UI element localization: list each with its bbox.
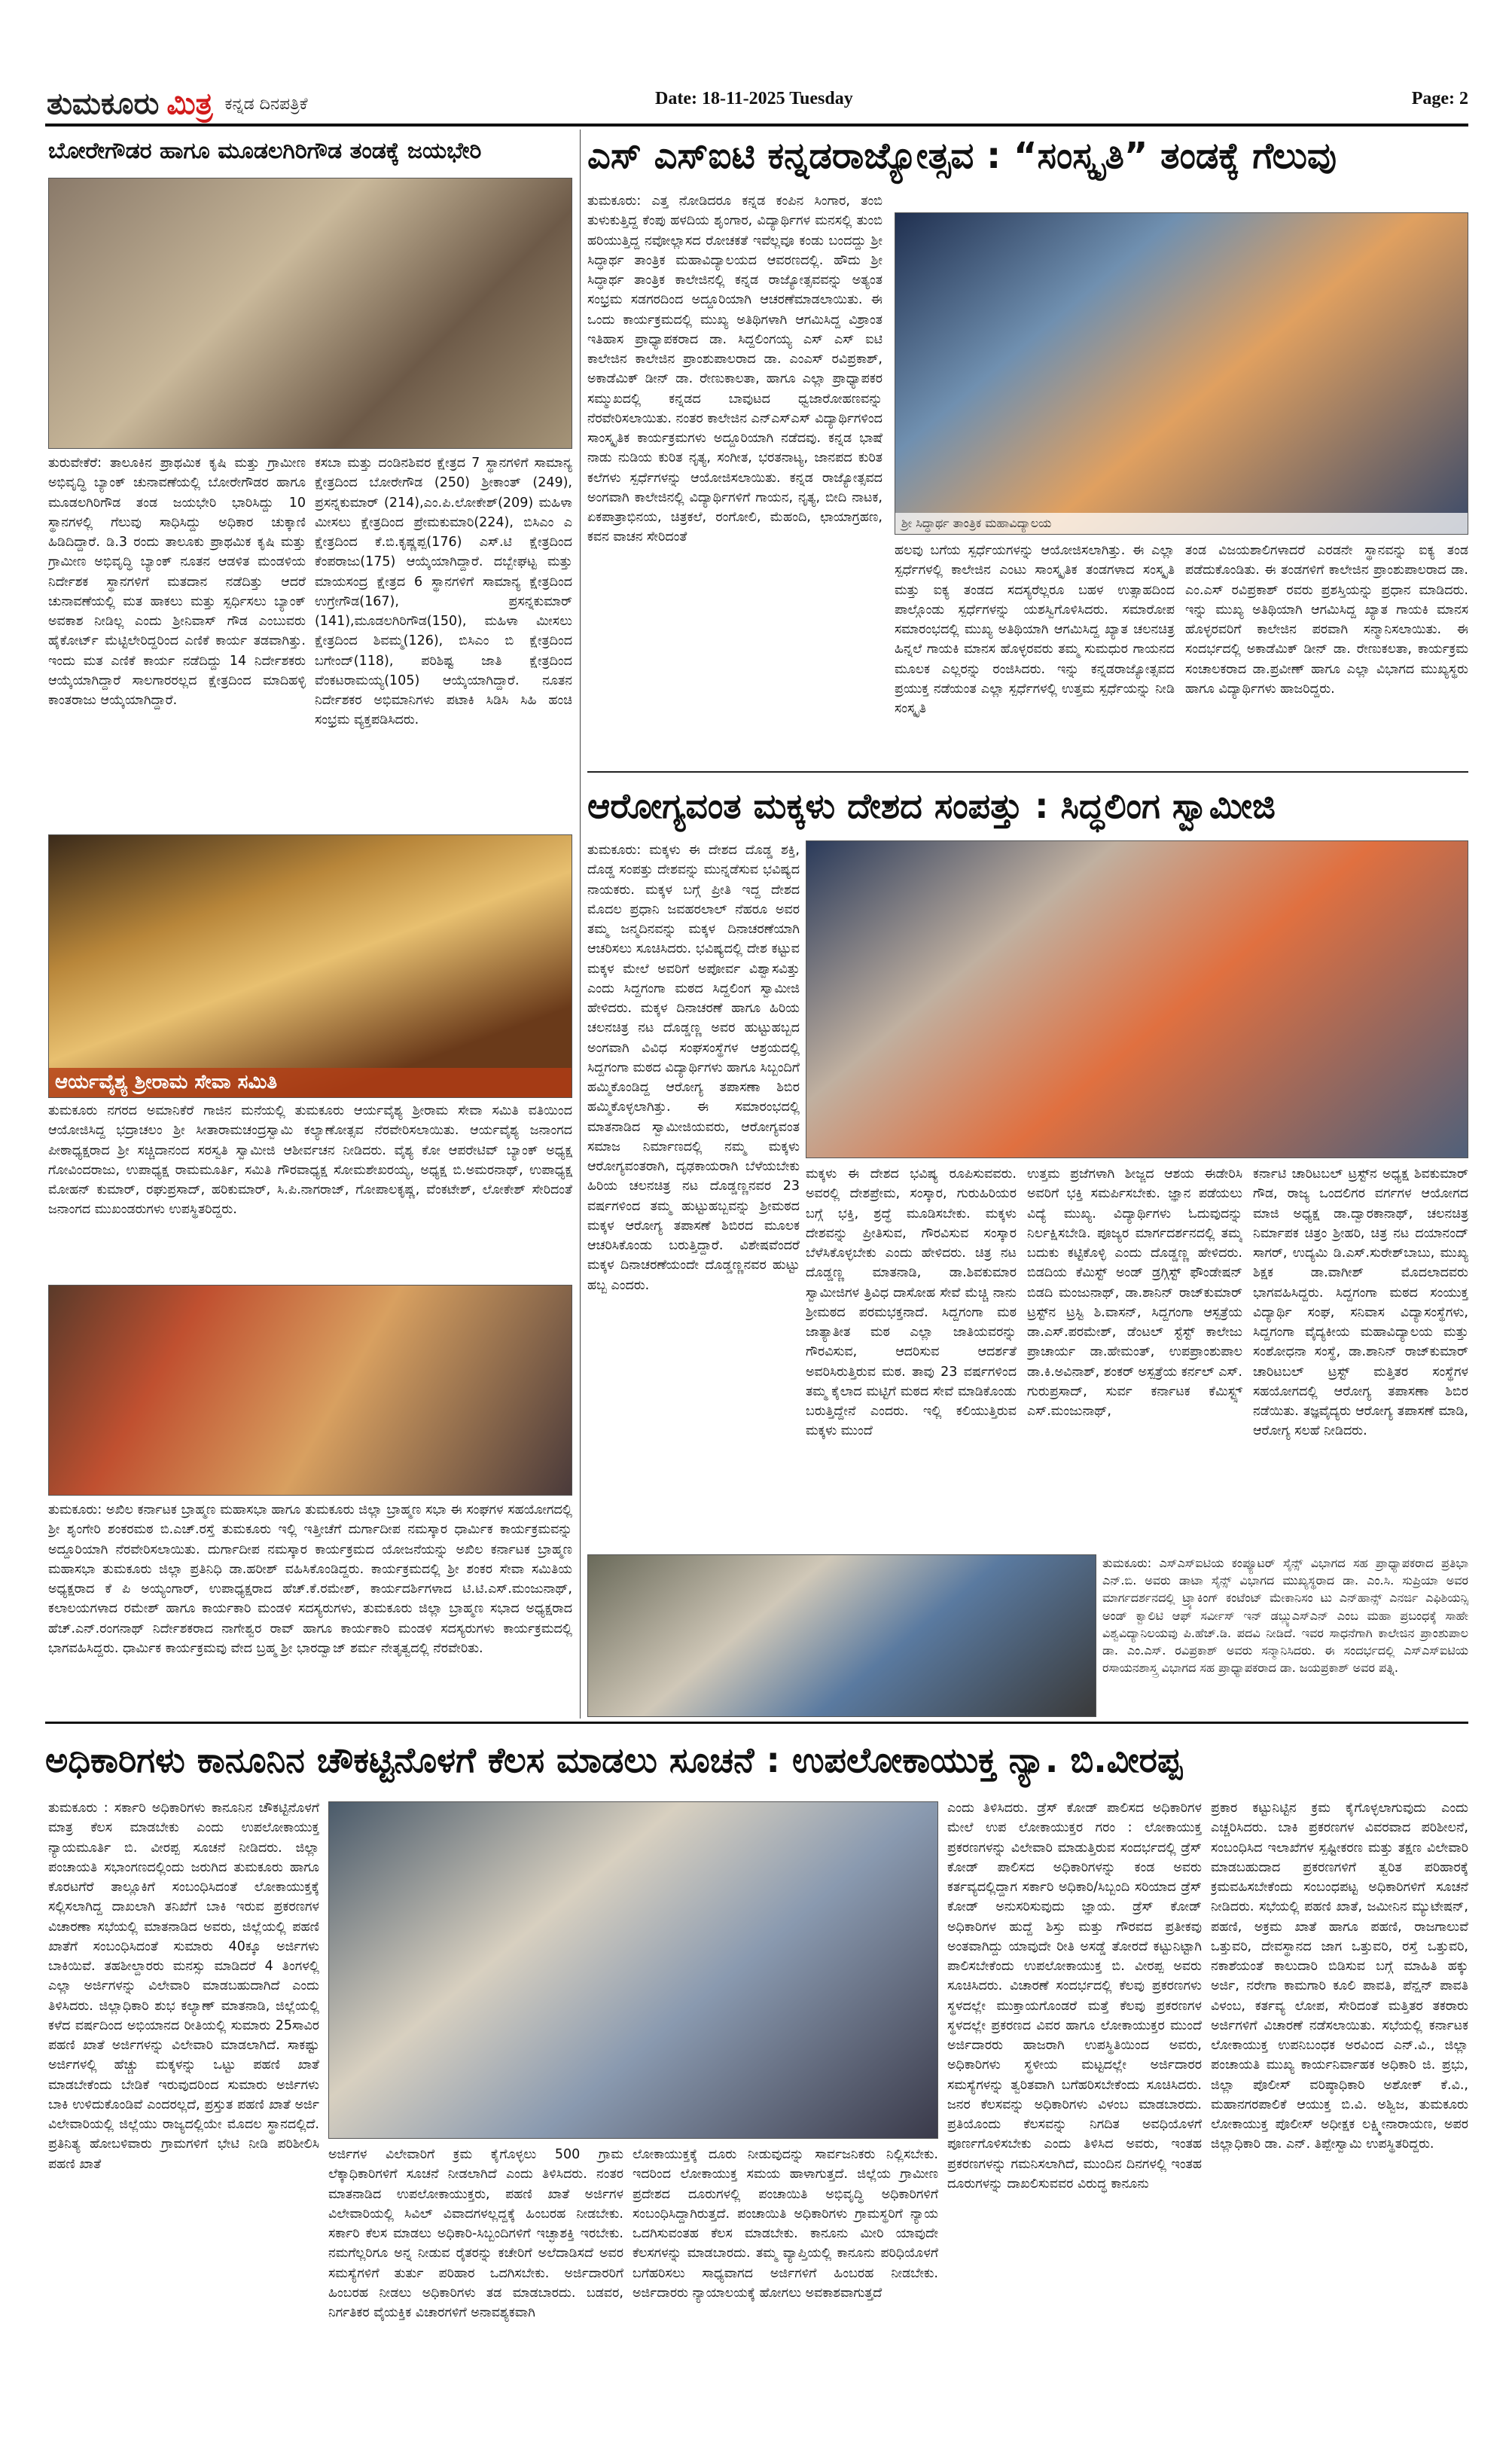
page-number: Page: 2 — [1411, 89, 1468, 108]
article-health-camp-col1: ತುಮಕೂರು: ಮಕ್ಕಳು ಈ ದೇಶದ ದೊಡ್ಡ ಶಕ್ತಿ, ದೊಡ್ಡ ಸಂಪತ್ತು ದೇಶವನ್ನು ಮುನ್ನಡೆಸುವ ಭವಿಷ್ಯದ ನಾಯಕರು. ಮಕ್ಕಳ ಬಗ್ಗೆ ಪ್ರೀತಿ ಇದ್ದ ದೇಶದ ಮೊದಲ ಪ್ರಧಾನಿ ಜವಹರಲಾಲ್ ನೆಹರೂ ಅವರ ತಮ್ಮ ಜನ್ಮದಿನವನ್ನು ಮಕ್ಕಳ ದಿನಾಚರಣೆಯಾಗಿ ಆಚರಿಸಲು ಸೂಚಿಸಿದರು. ಭವಿಷ್ಯದಲ್ಲಿ ದೇಶ ಕಟ್ಟುವ ಮಕ್ಕಳ ಮೇಲೆ ಅವರಿಗೆ ಅಪೋರ್ವ ವಿಶ್ವಾಸವಿತ್ತು ಎಂದು ಸಿದ್ದಗಂಗಾ ಮಠದ ಸಿದ್ದಲಿಂಗ ಸ್ವಾಮೀಜಿ ಹೇಳಿದರು. ಮಕ್ಕಳ ದಿನಾಚರಣೆ ಹಾಗೂ ಹಿರಿಯ ಚಲನಚಿತ್ರ ನಟ ದೊಡ್ಡಣ್ಣ ಅವರ ಹುಟ್ಟುಹಬ್ಬದ ಅಂಗವಾಗಿ ವಿವಿಧ ಸಂಘಸಂಸ್ಥೆಗಳ ಆಶ್ರಯದಲ್ಲಿ ಸಿದ್ದಗಂಗಾ ಮಠದ ವಿದ್ಯಾರ್ಥಿಗಳು ಹಾಗೂ ಸಿಬ್ಬಂದಿಗೆ ಹಮ್ಮಿಕೊಂಡಿದ್ದ ಆರೋಗ್ಯ ತಪಾಸಣಾ ಶಿಬಿರ ಹಮ್ಮಿಕೊಳ್ಳಲಾಗಿತ್ತು. ಈ ಸಮಾರಂಭದಲ್ಲಿ ಮಾತನಾಡಿದ ಸ್ವಾಮೀಜಿಯವರು, ಆರೋಗ್ಯವಂತ ಸಮಾಜ ನಿರ್ಮಾಣದಲ್ಲಿ ನಮ್ಮ ಮಕ್ಕಳು ಆರೋಗ್ಯವಂತರಾಗಿ, ದೃಢಕಾಯರಾಗಿ ಬೆಳೆಯಬೇಕು ಹಿರಿಯ ಚಲನಚಿತ್ರ ನಟ ದೊಡ್ಡಣ್ಣನವರ 23 ವರ್ಷಗಳಿಂದ ತಮ್ಮ ಹುಟ್ಟುಹಬ್ಬವನ್ನು ಶ್ರೀಮಠದ ಮಕ್ಕಳ ಆರೋಗ್ಯ ತಪಾಸಣೆ ಶಿಬಿರದ ಮೂಲಕ ಆಚರಿಸಿಕೊಂಡು ಬರುತ್ತಿದ್ದಾರೆ. ವಿಶೇಷವೆಂದರೆ ಮಕ್ಕಳ ದಿನಾಚರಣೆಯಂದೇ ದೊಡ್ಡಣ್ಣನವರ ಹುಟ್ಟು ಹಬ್ಬ ಎಂದರು. — [587, 843, 800, 1293]
photo-kalyanotsava — [48, 834, 572, 1098]
article-lokayukta-col1: ತುಮಕೂರು : ಸರ್ಕಾರಿ ಅಧಿಕಾರಿಗಳು ಕಾನೂನಿನ ಚೌಕಟ್ಟಿನೊಳಗೆ ಮಾತ್ರ ಕೆಲಸ ಮಾಡಬೇಕು ಎಂದು ಉಪಲೋಕಾಯುಕ್ತ ನ್ಯಾಯಮೂರ್ತಿ ಬಿ. ವೀರಪ್ಪ ಸೂಚನೆ ನೀಡಿದರು. ಜಿಲ್ಲಾ ಪಂಚಾಯತಿ ಸಭಾಂಗಣದಲ್ಲಿಂದು ಜರುಗಿದ ತುಮಕೂರು ಹಾಗೂ ಕೊರಟಗೆರೆ ತಾಲ್ಲೂಕಿಗೆ ಸಂಬಂಧಿಸಿದಂತೆ ಲೋಕಾಯುಕ್ತಕ್ಕೆ ಸಲ್ಲಿಸಲಾಗಿದ್ದ ದಾಖಲಾಗಿ ತನಿಖೆಗೆ ಬಾಕಿ ಇರುವ ಪ್ರಕರಣಗಳ ವಿಚಾರಣಾ ಸಭೆಯಲ್ಲಿ ಮಾತನಾಡಿದ ಅವರು, ಜಿಲ್ಲೆಯಲ್ಲಿ ಪಹಣಿ ಖಾತೆಗೆ ಸಂಬಂಧಿಸಿದಂತೆ ಸುಮಾರು 40ಕ್ಕೂ ಅರ್ಜಿಗಳು ಬಾಕಿಯಿವೆ. ತಹಶೀಲ್ದಾರರು ಮನಸ್ಸು ಮಾಡಿದರೆ 4 ತಿಂಗಳಲ್ಲಿ ಎಲ್ಲಾ ಅರ್ಜಿಗಳನ್ನು ವಿಲೇವಾರಿ ಮಾಡಬಹುದಾಗಿದೆ ಎಂದು ತಿಳಿಸಿದರು. ಜಿಲ್ಲಾಧಿಕಾರಿ ಶುಭ ಕಲ್ಯಾಣ್ ಮಾತನಾಡಿ, ಜಿಲ್ಲೆಯಲ್ಲಿ ಕಳೆದ ವರ್ಷದಿಂದ ಅಭಿಯಾನದ ರೀತಿಯಲ್ಲಿ ಸುಮಾರು 25ಸಾವಿರ ಪಹಣಿ ಖಾತೆ ಅರ್ಜಿಗಳನ್ನು ವಿಲೇವಾರಿ ಮಾಡಲಾಗಿದೆ. ಸಾಕಷ್ಟು ಅರ್ಜಿಗಳಲ್ಲಿ ಹೆಚ್ಚು ಮಕ್ಕಳನ್ನು ಒಟ್ಟು ಪಹಣಿ ಖಾತೆ ಮಾಡಬೇಕೆಂದು ಬೇಡಿಕೆ ಇರುವುದರಿಂದ ಸುಮಾರು ಅರ್ಜಿಗಳು ಬಾಕಿ ಉಳಿದುಕೊಂಡಿವೆ ಎಂದರಲ್ಲದೆ, ಪ್ರಸ್ತುತ ಪಹಣಿ ಖಾತೆ ಅರ್ಜಿ ವಿಲೇವಾರಿಯಲ್ಲಿ ಜಿಲ್ಲೆಯು ರಾಜ್ಯದಲ್ಲಿಯೇ ಮೊದಲ ಸ್ಥಾನದಲ್ಲಿದೆ. ಪ್ರತಿನಿತ್ಯ ಹೋಬಳಿವಾರು ಗ್ರಾಮಗಳಿಗೆ ಭೇಟಿ ನೀಡಿ ಪರಿಶೀಲಿಸಿ ಪಹಣಿ ಖಾತೆ — [48, 1801, 319, 2172]
masthead-tagline: ಕನ್ನಡ ದಿನಪತ್ರಿಕೆ — [224, 94, 308, 114]
photo-election-winners — [48, 178, 572, 449]
photo-lokayukta-meeting — [328, 1801, 938, 2139]
headline-rajyotsava: ಎಸ್ ಎಸ್ಐಟಿ ಕನ್ನಡರಾಜ್ಯೋತ್ಸವ : “ಸಂಸ್ಕೃತಿ” ತಂಡಕ್ಕೆ ಗೆಲುವು — [587, 135, 1337, 177]
photo-phd-honour — [587, 1554, 1096, 1717]
article-lokayukta-col2: ಅರ್ಜಿಗಳ ವಿಲೇವಾರಿಗೆ ಕ್ರಮ ಕೈಗೊಳ್ಳಲು 500 ಗ್ರಾಮ ಲೆಕ್ಕಾಧಿಕಾರಿಗಳಿಗೆ ಸೂಚನೆ ನೀಡಲಾಗಿದೆ ಎಂದು ತಿಳಿಸಿದರು. ನಂತರ ಮಾತನಾಡಿದ ಉಪಲೋಕಾಯುಕ್ತರು, ಪಹಣಿ ಖಾತೆ ಅರ್ಜಿಗಳ ವಿಲೇವಾರಿಯಲ್ಲಿ ಸಿವಿಲ್ ವಿವಾದಗಳಲ್ಲದ್ದಕ್ಕೆ ಹಿಂಬರಹ ನೀಡಬೇಕು. ಸರ್ಕಾರಿ ಕೆಲಸ ಮಾಡಲು ಅಧಿಕಾರಿ-ಸಿಬ್ಬಂದಿಗಳಿಗೆ ಇಚ್ಛಾಶಕ್ತಿ ಇರಬೇಕು. ನಮಗೆಲ್ಲರಿಗೂ ಅನ್ನ ನೀಡುವ ರೈತರನ್ನು ಕಚೇರಿಗೆ ಅಲೆದಾಡಿಸದೆ ಅವರ ಸಮಸ್ಯೆಗಳಿಗೆ ತುರ್ತು ಪರಿಹಾರ ಒದಗಿಸಬೇಕು. ಅರ್ಜಿದಾರರಿಗೆ ಹಿಂಬರಹ ನೀಡಲು ಅಧಿಕಾರಿಗಳು ತಡ ಮಾಡಬಾರದು. ಬಡವರ, ನಿರ್ಗತಿಕರ ವೈಯಕ್ತಿಕ ವಿಚಾರಗಳಿಗೆ ಅನಾವಶ್ಯಕವಾಗಿ — [328, 2147, 623, 2320]
masthead-logo — [47, 84, 363, 124]
photo-rajyotsava-caption: ಶ್ರೀ ಸಿದ್ಧಾರ್ಥ ತಾಂತ್ರಿಕ ಮಹಾವಿದ್ಯಾಲಯ — [895, 513, 1468, 534]
section-rule — [587, 771, 1468, 773]
article-rajyotsava-col2: ಹಲವು ಬಗೆಯ ಸ್ಪರ್ಧೆಯಗಳನ್ನು ಆಯೋಜಿಸಲಾಗಿತ್ತು. ಈ ಎಲ್ಲಾ ಸ್ಪರ್ಧೆಗಳಲ್ಲಿ ಕಾಲೇಜಿನ ಎಂಟು ಸಾಂಸ್ಕೃತಿಕ ತಂಡಗಳಾದ ಸಂಸ್ಕೃತಿ ಮತ್ತು ಐಕ್ಯ ತಂಡದ ಸದಸ್ಯರೆಲ್ಲರೂ ಬಹಳ ಉತ್ಸಾಹದಿಂದ ಪಾಲ್ಗೊಂಡು ಸ್ಪರ್ಧೆಗಳನ್ನು ಯಶಸ್ವಿಗೊಳಿಸಿದರು. ಸಮಾರೋಪ ಸಮಾರಂಭದಲ್ಲಿ ಮುಖ್ಯ ಅತಿಥಿಯಾಗಿ ಆಗಮಿಸಿದ್ದ ಖ್ಯಾತ ಚಲನಚಿತ್ರ ಹಿನ್ನಲೆ ಗಾಯಕಿ ಮಾನಸ ಹೊಳ್ಳರವರು ತಮ್ಮ ಸುಮಧುರ ಗಾಯನದ ಮೂಲಕ ಎಲ್ಲರನ್ನು ರಂಜಿಸಿದರು. ಇನ್ನು ಕನ್ನಡರಾಜ್ಯೋತ್ಸವದ ಪ್ರಯುಕ್ತ ನಡೆಯಂತ ಎಲ್ಲಾ ಸ್ಪರ್ಧೆಗಳಲ್ಲಿ ಉತ್ತಮ ಸ್ಪರ್ಧೆಯನ್ನು ನೀಡಿ ಸಂಸ್ಕೃತಿ — [895, 543, 1175, 716]
article-health-camp-col4: ಕರ್ನಾಟಿ ಚಾರಿಟಬಲ್ ಟ್ರಸ್ಟ್‌ನ ಅಧ್ಯಕ್ಷ ಶಿವಕುಮಾರ್ ಗೌಡ, ರಾಜ್ಯ ಒಂದಲಿಗರ ವರ್ಗಗಳ ಆಯೋಗದ ಮಾಜಿ ಅಧ್ಯಕ್ಷ ಡಾ.ದ್ವಾರಕಾನಾಥ್, ಚಲನಚಿತ್ರ ನಿರ್ಮಾಪಕ ಚಿತ್ರಂ ಶ್ರೀಹರಿ, ಚಿತ್ರ ನಟ ದಯಾನಂದ್ ಸಾಗರ್, ಉದ್ಯಮಿ ಡಿ.ಎಸ್.ಸುರೇಶ್‌ಬಾಬು, ಮುಖ್ಯ ಶಿಕ್ಷಕ ಡಾ.ವಾಗೀಶ್ ಮೊದಲಾದವರು ಭಾಗವಹಿಸಿದ್ದರು. ಸಿದ್ದಗಂಗಾ ಮಠದ ಸಂಯುಕ್ತ ವಿದ್ಯಾರ್ಥಿ ಸಂಘ, ಸನಿವಾಸ ವಿದ್ಯಾಸಂಸ್ಥೆಗಳು, ಸಿದ್ದಗಂಗಾ ವೈದ್ಯಕೀಯ ಮಹಾವಿದ್ಯಾಲಯ ಮತ್ತು ಸಂಶೋಧನಾ ಸಂಸ್ಥೆ, ಡಾ.ಶಾನಿನ್ ರಾಜ್‌ಕುಮಾರ್ ಚಾರಿಟಬಲ್ ಟ್ರಸ್ಟ್ ಮತ್ತಿತರ ಸಂಸ್ಥೆಗಳ ಸಹಯೋಗದಲ್ಲಿ ಆರೋಗ್ಯ ತಪಾಸಣಾ ಶಿಬಿರ ನಡೆಯಿತು. ತಜ್ಞವೈದ್ಯರು ಆರೋಗ್ಯ ತಪಾಸಣೆ ಮಾಡಿ, ಆರೋಗ್ಯ ಸಲಹೆ ನೀಡಿದರು. — [1253, 1167, 1468, 1439]
section-rule-bottom — [45, 1722, 1468, 1724]
photo-kalyanotsava-banner: ಆರ್ಯವೈಶ್ಯ ಶ್ರೀರಾಮ ಸೇವಾ ಸಮಿತಿ — [49, 1068, 572, 1097]
article-election-col1: ತುರುವೇಕೆರೆ: ತಾಲೂಕಿನ ಪ್ರಾಥಮಿಕ ಕೃಷಿ ಮತ್ತು ಗ್ರಾಮೀಣ ಅಭಿವೃದ್ಧಿ ಬ್ಯಾಂಕ್ ಚುನಾವಣೆಯಲ್ಲಿ ಬೋರೇಗೌಡರ ಹಾಗೂ ಮೂಡಲಗಿರಿಗೌಡ ತಂಡ ಜಯಭೇರಿ ಭಾರಿಸಿದ್ದು 10 ಸ್ಥಾನಗಳಲ್ಲಿ ಗೆಲುವು ಸಾಧಿಸಿದ್ದು ಅಧಿಕಾರ ಚುಕ್ಕಾಣಿ ಹಿಡಿದಿದ್ದಾರೆ. ಡಿ.3 ರಂದು ತಾಲೂಕು ಪ್ರಾಥಮಿಕ ಕೃಷಿ ಮತ್ತು ಗ್ರಾಮೀಣ ಅಭಿವೃದ್ಧಿ ಬ್ಯಾಂಕ್ ನೂತನ ಆಡಳಿತ ಮಂಡಳಿಯ ನಿರ್ದೇಶಕ ಸ್ಥಾನಗಳಿಗೆ ಮತದಾನ ನಡೆದಿತ್ತು ಆದರೆ ಚುನಾವಣೆಯಲ್ಲಿ ಮತ ಹಾಕಲು ಮತ್ತು ಸ್ಪರ್ಧಿಸಲು ಬ್ಯಾಂಕ್ ಅವಕಾಶ ನೀಡಿಲ್ಲ ಎಂದು ಶ್ರೀನಿವಾಸ್ ಗೌಡ ಎಂಬುವರು ಹೈಕೋರ್ಟ್ ಮೆಟ್ಟಿಲೇರಿದ್ದರಿಂದ ಎಣಿಕೆ ಕಾರ್ಯ ತಡವಾಗಿತ್ತು. ಇಂದು ಮತ ಎಣಿಕೆ ಕಾರ್ಯ ನಡೆದಿದ್ದು 14 ನಿರ್ದೇಶಕರು ಆಯ್ಕೆಯಾಗಿದ್ದಾರೆ ಸಾಲಗಾರರಲ್ಲದ ಕ್ಷೇತ್ರದಿಂದ ಮಾದಿಹಳ್ಳಿ ಕಾಂತರಾಜು ಆಯ್ಕೆಯಾಗಿದ್ದಾರೆ. — [48, 456, 306, 708]
article-lokayukta-col3: ಲೋಕಾಯುಕ್ತಕ್ಕೆ ದೂರು ನೀಡುವುದನ್ನು ಸಾರ್ವಜನಿಕರು ನಿಲ್ಲಿಸಬೇಕು. ಇದರಿಂದ ಲೋಕಾಯುಕ್ತ ಸಮಯ ಹಾಳಾಗುತ್ತದೆ. ಜಿಲ್ಲೆಯ ಗ್ರಾಮೀಣ ಪ್ರದೇಶದ ದೂರುಗಳಲ್ಲಿ ಪಂಚಾಯಿತಿ ಅಭಿವೃದ್ಧಿ ಅಧಿಕಾರಿಗಳಿಗೆ ಸಂಬಂಧಿಸಿದ್ದಾಗಿರುತ್ತದೆ. ಪಂಚಾಯಿತಿ ಅಧಿಕಾರಿಗಳು ಗ್ರಾಮಸ್ಥರಿಗೆ ನ್ಯಾಯ ಒದಗಿಸುವಂತಹ ಕೆಲಸ ಮಾಡಬೇಕು. ಕಾನೂನು ಮೀರಿ ಯಾವುದೇ ಕೆಲಸಗಳನ್ನು ಮಾಡಬಾರದು. ತಮ್ಮ ವ್ಯಾಪ್ತಿಯಲ್ಲಿ ಕಾನೂನು ಪರಿಧಿಯೊಳಗೆ ಬಗೆಹರಿಸಲು ಸಾಧ್ಯವಾಗದ ಅರ್ಜಿಗಳಿಗೆ ಹಿಂಬರಹ ನೀಡಬೇಕು. ಅರ್ಜಿದಾರರು ನ್ಯಾಯಾಲಯಕ್ಕೆ ಹೋಗಲು ಅವಕಾಶವಾಗುತ್ತದೆ — [633, 2147, 938, 2301]
article-phd-caption: ತುಮಕೂರು: ಎಸ್‌ಎಸ್ಐಟಿಯ ಕಂಪ್ಯೂಟರ್ ಸೈನ್ಸ್ ವಿಭಾಗದ ಸಹ ಪ್ರಾಧ್ಯಾಪಕರಾದ ಪ್ರತಿಭಾ ಎನ್.ಬಿ. ಅವರು ಡಾಟಾ ಸೈನ್ಸ್ ವಿಭಾಗದ ಮುಖ್ಯಸ್ಥರಾದ ಡಾ. ಎಂ.ಸಿ. ಸುಪ್ರಿಯಾ ಅವರ ಮಾರ್ಗದರ್ಶನದಲ್ಲಿ ಟ್ರ್ಯಾಕಿಂಗ್ ಕಂಟೆಂಟ್ ಮೇಕಾನಿಸಂ ಟು ಎನ್‌ಹಾನ್ಸ್ ಎನರ್ಜಿ ಎಫಿಶಿಯನ್ಸಿ ಅಂಡ್ ಕ್ವಾಲಿಟಿ ಆಫ್ ಸರ್ವೀಸ್ ಇನ್ ಡಬ್ಲ್ಯುಎಸ್ಎನ್ ಎಂಬ ಮಹಾ ಪ್ರಬಂಧಕ್ಕೆ ಸಾಹೇ ವಿಶ್ವವಿದ್ಯಾನಿಲಯವು ಪಿ.ಹೆಚ್.ಡಿ. ಪದವಿ ನೀಡಿದೆ. ಇವರ ಸಾಧನೆಗಾಗಿ ಕಾಲೇಜಿನ ಪ್ರಾಂಶುಪಾಲ ಡಾ. ಎಂ.ಎಸ್. ರವಿಪ್ರಕಾಶ್ ಅವರು ಸನ್ಮಾನಿಸಿದರು. ಈ ಸಂದರ್ಭದಲ್ಲಿ ಎಸ್ಎಸ್ಐಟಿಯ ರಸಾಯನಶಾಸ್ತ್ರ ವಿಭಾಗದ ಸಹ ಪ್ರಾಧ್ಯಾಪಕರಾದ ಡಾ. ಜಯಪ್ರಕಾಶ್ ಅವರ ಪತ್ನಿ. — [1102, 1556, 1468, 1676]
headline-health-camp: ಆರೋಗ್ಯವಂತ ಮಕ್ಕಳು ದೇಶದ ಸಂಪತ್ತು : ಸಿದ್ಧಲಿಂಗ ಸ್ವಾಮೀಜಿ — [587, 785, 1276, 826]
column-divider — [580, 130, 581, 1719]
article-rajyotsava-col1: ತುಮಕೂರು: ಎತ್ತ ನೋಡಿದರೂ ಕನ್ನಡ ಕಂಪಿನ ಸಿಂಗಾರ, ತಂಬಿ ತುಳುಕುತ್ತಿದ್ದ ಕೆಂಪು ಹಳದಿಯ ಶೃಂಗಾರ, ವಿದ್ಯಾರ್ಥಿಗಳ ಮನಸಲ್ಲಿ ತುಂಬಿ ಹರಿಯುತ್ತಿದ್ದ ನವೋಲ್ಲಾಸದ ರೋಚಕತೆ ಇವೆಲ್ಲವೂ ಕಂಡು ಬಂದದ್ದು ಶ್ರೀ ಸಿದ್ಧಾರ್ಥ ತಾಂತ್ರಿಕ ಮಹಾವಿದ್ಯಾಲಯದ ಆವರಣದಲ್ಲಿ. ಹೌದು ಶ್ರೀ ಸಿದ್ಧಾರ್ಥ ತಾಂತ್ರಿಕ ಕಾಲೇಜಿನಲ್ಲಿ ಕನ್ನಡ ರಾಜ್ಯೋತ್ಸವವನ್ನು ಅತ್ಯಂತ ಸಂಭ್ರಮ ಸಡಗರದಿಂದ ಅದ್ದೂರಿಯಾಗಿ ಆಚರಣೆಮಾಡಲಾಯಿತು. ಈ ಒಂದು ಕಾರ್ಯಕ್ರಮದಲ್ಲಿ ಮುಖ್ಯ ಅತಿಥಿಗಳಾಗಿ ಆಗಮಿಸಿದ್ದ ವಿಶ್ರಾಂತ ಇತಿಹಾಸ ಪ್ರಾಧ್ಯಾಪಕರಾದ ಡಾ. ಸಿದ್ದಲಿಂಗಯ್ಯ ಎಸ್ ಎಸ್ ಐಟಿ ಕಾಲೇಜಿನ ಕಾಲೇಜಿನ ಪ್ರಾಂಶುಪಾಲರಾದ ಡಾ. ಎಂಎಸ್ ರವಿಪ್ರಕಾಶ್, ಅಕಾಡೆಮಿಕ್ ಡೀನ್ ಡಾ. ರೇಣುಕಾಲತಾ, ಹಾಗೂ ಎಲ್ಲಾ ಪ್ರಾಧ್ಯಾಪಕರ ಸಮ್ಮುಖದಲ್ಲಿ ಕನ್ನಡದ ಬಾವುಟದ ಧ್ವಜಾರೋಹಣವನ್ನು ನೆರವೇರಿಸಲಾಯಿತು. ನಂತರ ಕಾಲೇಜಿನ ಎನ್ಎಸ್ಎಸ್ ವಿದ್ಯಾರ್ಥಿಗಳಿಂದ ಸಾಂಸ್ಕೃತಿಕ ಕಾರ್ಯಕ್ರಮಗಳು ಅದ್ದೂರಿಯಾಗಿ ನಡೆದವು. ಕನ್ನಡ ಭಾಷೆ ನಾಡು ನುಡಿಯ ಕುರಿತ ನೃತ್ಯ, ಸಂಗೀತ, ಭರತನಾಟ್ಯ, ಜಾನಪದ ಕುರಿತ ಕಲೆಗಳು ಸ್ಪರ್ಧೆಗಳನ್ನು ಆಯೋಜಿಸಲಾಯಿತು. ಕನ್ನಡ ರಾಜ್ಯೋತ್ಸವದ ಅಂಗವಾಗಿ ಕಾಲೇಜಿನಲ್ಲಿ ವಿದ್ಯಾರ್ಥಿಗಳಿಗೆ ಗಾಯನ, ನೃತ್ಯ, ಬೀದಿ ನಾಟಕ, ಏಕಪಾತ್ರಾಭಿನಯ, ಚಿತ್ರಕಲೆ, ರಂಗೋಲಿ, ಮೆಹಂದಿ, ಛಾಯಾಗ್ರಹಣ, ಕವನ ವಾಚನ ಸೇರಿದಂತೆ — [587, 194, 883, 545]
photo-health-camp — [806, 840, 1468, 1158]
article-election-col2: ಕಸಬಾ ಮತ್ತು ದಂಡಿನಶಿವರ ಕ್ಷೇತ್ರದ 7 ಸ್ಥಾನಗಳಿಗೆ ಸಾಮಾನ್ಯ ಕ್ಷೇತ್ರದಿಂದ ಬೋರೇಗೌಡ (250) ಶ್ರೀಕಾಂತ್ (249), ಪ್ರಸನ್ನಕುಮಾರ್ (214),ಎಂ.ಪಿ.ಲೋಕೇಶ್(209) ಮಹಿಳಾ ಮೀಸಲು ಕ್ಷೇತ್ರದಿಂದ ಪ್ರೇಮಕುಮಾರಿ(224), ಬಿಸಿಎಂ ಎ ಕ್ಷೇತ್ರದಿಂದ ಕೆ.ಬಿ.ಕೃಷ್ಣಪ್ಪ(176) ಎಸ್.ಟಿ ಕ್ಷೇತ್ರದಿಂದ ಕೆಂಪರಾಜು(175) ಆಯ್ಕೆಯಾಗಿದ್ದಾರೆ. ದಬ್ಬೇಘಟ್ಟ ಮತ್ತು ಮಾಯಸಂದ್ರ ಕ್ಷೇತ್ರದ 6 ಸ್ಥಾನಗಳಿಗೆ ಸಾಮಾನ್ಯ ಕ್ಷೇತ್ರದಿಂದ ಉಗ್ರೇಗೌಡ(167), ಪ್ರಸನ್ನಕುಮಾರ್ (141),ಮೂಡಲಗಿರಿಗೌಡ(150), ಮಹಿಳಾ ಮೀಸಲು ಕ್ಷೇತ್ರದಿಂದ ಶಿವಮ್ಮ(126), ಬಿಸಿಎಂ ಬಿ ಕ್ಷೇತ್ರದಿಂದ ಬಗೇಂದ್(118), ಪರಿಶಿಷ್ಟ ಜಾತಿ ಕ್ಷೇತ್ರದಿಂದ ವೆಂಕಟರಾಮಯ್ಯ(105) ಆಯ್ಕೆಯಾಗಿದ್ದಾರೆ. ನೂತನ ನಿರ್ದೇಶಕರ ಅಭಿಮಾನಿಗಳು ಪಟಾಕಿ ಸಿಡಿಸಿ ಸಿಹಿ ಹಂಚಿ ಸಂಭ್ರಮ ವ್ಯಕ್ತಪಡಿಸಿದರು. — [315, 456, 572, 728]
article-durgadeepa-caption: ತುಮಕೂರು: ಅಖಿಲ ಕರ್ನಾಟಕ ಬ್ರಾಹ್ಮಣ ಮಹಾಸಭಾ ಹಾಗೂ ತುಮಕೂರು ಜಿಲ್ಲಾ ಬ್ರಾಹ್ಮಣ ಸಭಾ ಈ ಸಂಘಗಳ ಸಹಯೋಗದಲ್ಲಿ ಶ್ರೀ ಶೃಂಗೇರಿ ಶಂಕರಮಠ ಬಿ.ಎಚ್.ರಸ್ತೆ ತುಮಕೂರು ಇಲ್ಲಿ ಇತ್ತೀಚೆಗೆ ದುರ್ಗಾದೀಪ ನಮಸ್ಕಾರ ಧಾರ್ಮಿಕ ಕಾರ್ಯಕ್ರಮವನ್ನು ಅದ್ದೂರಿಯಾಗಿ ನೆರವೇರಿಸಲಾಯಿತು. ದುರ್ಗಾದೀಪ ನಮಸ್ಕಾರ ಕಾರ್ಯಕ್ರಮದ ಯೋಜನೆಯನ್ನು ಅಖಿಲ ಕರ್ನಾಟಕ ಬ್ರಾಹ್ಮಣ ಮಹಾಸಭಾ ತುಮಕೂರು ಜಿಲ್ಲಾ ಪ್ರತಿನಿಧಿ ಡಾ.ಹರೀಶ್ ವಹಿಸಿಕೊಂಡಿದ್ದರು. ಕಾರ್ಯಕ್ರಮದಲ್ಲಿ ಶ್ರೀ ಶಂಕರ ಸೇವಾ ಸಮಿತಿಯ ಅಧ್ಯಕ್ಷರಾದ ಕೆ ಪಿ ಅಯ್ಯಂಗಾರ್, ಉಪಾಧ್ಯಕ್ಷರಾದ ಹೆಚ್.ಕೆ.ರಮೇಶ್, ಕಾರ್ಯದರ್ಶಿಗಳಾದ ಟಿ.ಟಿ.ಎಸ್.ಮಂಜುನಾಥ್, ಕಲಾಲಯಗಳಾದ ರಮೇಶ್ ಹಾಗೂ ಕಾರ್ಯಕಾರಿ ಮಂಡಳಿ ಸದಸ್ಯರುಗಳು, ತುಮಕೂರು ಜಿಲ್ಲಾ ಬ್ರಾಹ್ಮಣ ಸಭಾದ ಅಧ್ಯಕ್ಷರಾದ ಹೆಚ್.ಎನ್.ರಂಗನಾಥ್ ನಿರ್ದೇಶಕರಾದ ನಾಗೇಶ್ವರ ರಾವ್ ಹಾಗೂ ಕಾರ್ಯಕಾರಿ ಮಂಡಳಿ ಸದಸ್ಯರುಗಳು ಕಾರ್ಯಕ್ರಮದಲ್ಲಿ ಭಾಗವಹಿಸಿದ್ದರು. ಧಾರ್ಮಿಕ ಕಾರ್ಯಕ್ರಮವು ವೇದ ಬ್ರಹ್ಮ ಶ್ರೀ ಭಾರದ್ವಾಜ್ ಶರ್ಮ ನೇತೃತ್ವದಲ್ಲಿ ನೆರವೇರಿತು. — [48, 1502, 572, 1656]
photo-durgadeepa — [48, 1285, 572, 1496]
article-health-camp-col3: ಉತ್ತಮ ಪ್ರಜೆಗಳಾಗಿ ಶೀಜ್ಜದ ಆಶಯ ಈಡೇರಿಸಿ ಅವರಿಗೆ ಭಕ್ತಿ ಸಮರ್ಪಿಸಬೇಕು. ಜ್ಞಾನ ಪಡೆಯಲು ವಿದ್ಯೆ ಮುಖ್ಯ. ವಿದ್ಯಾರ್ಥಿಗಳು ಓದುವುದನ್ನು ನಿರ್ಲಕ್ಷಿಸಬೇಡಿ. ಪೂಜ್ಯರ ಮಾರ್ಗದರ್ಶನದಲ್ಲಿ ತಮ್ಮ ಬದುಕು ಕಟ್ಟಿಕೊಳ್ಳಿ ಎಂದು ದೊಡ್ಡಣ್ಣ ಹೇಳಿದರು. ಬಿಡದಿಯ ಕೆಮಿಸ್ಟ್ ಅಂಡ್ ಡ್ರಗ್ಗಿಸ್ಟ್ ಫೌಂಡೇಷನ್ ಬಿಡದಿ ಮಂಜುನಾಥ್, ಡಾ.ಶಾನಿನ್ ರಾಜ್‌ಕುಮಾರ್ ಟ್ರಸ್ಟ್‌ನ ಟ್ರಸ್ಟಿ ಶಿ.ವಾಸನ್, ಸಿದ್ದಗಂಗಾ ಆಸ್ಪತ್ರೆಯ ಡಾ.ಎಸ್.ಪರಮೇಶ್, ಡೆಂಟಲ್ ಸ್ಟೆಸ್ಟ್ ಕಾಲೇಜು ಪ್ರಾಚಾರ್ಯ ಡಾ.ಹೇಮಂತ್, ಉಪಪ್ರಾಂಶುಪಾಲ ಡಾ.ಕಿ.ಅವಿನಾಶ್, ಶಂಕರ್ ಅಸ್ಪತ್ರೆಯ ಕರ್ನಲ್ ಎಸ್. ಗುರುಪ್ರಸಾದ್, ಸುರ್ವ ಕರ್ನಾಟಕ ಕೆಮಿಸ್ಟ್ಸ್ ಎಸ್.ಮಂಜುನಾಥ್, — [1027, 1167, 1242, 1419]
issue-date: Date: 18-11-2025 Tuesday — [655, 89, 853, 108]
headline-lokayukta: ಅಧಿಕಾರಿಗಳು ಕಾನೂನಿನ ಚೌಕಟ್ಟಿನೊಳಗೆ ಕೆಲಸ ಮಾಡಲು ಸೂಚನೆ : ಉಪಲೋಕಾಯುಕ್ತ ನ್ಯಾ. ಬಿ.ವೀರಪ್ಪ — [45, 1740, 1183, 1780]
article-health-camp-col2: ಮಕ್ಕಳು ಈ ದೇಶದ ಭವಿಷ್ಯ ರೂಪಿಸುವವರು. ಅವರಲ್ಲಿ ದೇಶಪ್ರೇಮ, ಸಂಸ್ಕಾರ, ಗುರುಹಿರಿಯರ ಬಗ್ಗೆ ಭಕ್ತಿ, ಶ್ರದ್ಧೆ ಮೂಡಿಸಬೇಕು. ಮಕ್ಕಳು ದೇಶವನ್ನು ಪ್ರೀತಿಸುವ, ಗೌರವಿಸುವ ಸಂಸ್ಕಾರ ಬೆಳೆಸಿಕೊಳ್ಳಬೇಕು ಎಂದು ಹೇಳಿದರು. ಚಿತ್ರ ನಟ ದೊಡ್ಡಣ್ಣ ಮಾತನಾಡಿ, ಡಾ.ಶಿವಕುಮಾರ ಸ್ವಾಮೀಜಿಗಳ ತ್ರಿವಿಧ ದಾಸೋಹ ಸೇವೆ ಮೆಚ್ಚಿ ನಾನು ಶ್ರೀಮಠದ ಪರಮಭಕ್ತನಾದೆ. ಸಿದ್ದಗಂಗಾ ಮಠ ಜಾತ್ಯಾತೀತ ಮಠ ಎಲ್ಲಾ ಜಾತಿಯವರನ್ನು ಗೌರವಿಸುವ, ಆದರಿಸುವ ಆದರ್ಶತೆ ಅವರಿಸಿರುತ್ತಿರುವ ಮಠ. ತಾವು 23 ವರ್ಷಗಳಿಂದ ತಮ್ಮ ಕೈಲಾದ ಮಟ್ಟಿಗೆ ಮಠದ ಸೇವೆ ಮಾಡಿಕೊಂಡು ಬರುತ್ತಿದ್ದೇನೆ ಎಂದರು. ಇಲ್ಲಿ ಕಲಿಯುತ್ತಿರುವ ಮಕ್ಕಳು ಮುಂದೆ — [806, 1167, 1017, 1439]
article-lokayukta-col5: ಪ್ರಕಾರ ಕಟ್ಟುನಿಟ್ಟಿನ ಕ್ರಮ ಕೈಗೊಳ್ಳಲಾಗುವುದು ಎಂದು ಎಚ್ಚರಿಸಿದರು. ಬಾಕಿ ಪ್ರಕರಣಗಳ ವಿವರವಾದ ಪರಿಶೀಲನೆ, ಸಂಬಂಧಿಸಿದ ಇಲಾಖೆಗಳ ಸ್ಪಷ್ಟೀಕರಣ ಮತ್ತು ತಕ್ಷಣ ವಿಲೇವಾರಿ ಮಾಡಬಹುದಾದ ಪ್ರಕರಣಗಳಿಗೆ ತ್ವರಿತ ಪರಿಹಾರಕ್ಕೆ ಕ್ರಮವಹಿಸಬೇಕೆಂದು ಸಂಬಂಧಪಟ್ಟ ಅಧಿಕಾರಿಗಳಿಗೆ ಸೂಚನೆ ನೀಡಿದರು. ಸಭೆಯಲ್ಲಿ ಪಹಣಿ ಖಾತೆ, ಜಮೀನಿನ ಮ್ಯುಟೇಷನ್, ಪಹಣಿ, ಅಕ್ರಮ ಖಾತೆ ಹಾಗೂ ಪಹಣಿ, ರಾಜಗಾಲುವೆ ಒತ್ತುವರಿ, ದೇವಸ್ಥಾನದ ಜಾಗ ಒತ್ತುವರಿ, ರಸ್ತೆ ಒತ್ತುವರಿ, ನಕಾಶೆಯಂತೆ ಕಾಲುದಾರಿ ಬಿಡಿಸುವ ಬಗ್ಗೆ ಮಾಹಿತಿ ಹಕ್ಕು ಅರ್ಜಿ, ನರೇಗಾ ಕಾಮಗಾರಿ ಕೂಲಿ ಪಾವತಿ, ಪೆನ್ಷನ್ ಪಾವತಿ ವಿಳಂಬ, ಕರ್ತವ್ಯ ಲೋಪ, ಸೇರಿದಂತೆ ಮತ್ತಿತರ ತಕರಾರು ಅರ್ಜಿಗಳಿಗೆ ವಿಚಾರಣೆ ನಡೆಸಲಾಯಿತು. ಸಭೆಯಲ್ಲಿ ಕರ್ನಾಟಕ ಲೋಕಾಯುಕ್ತ ಉಪನಿಬಂಧಕ ಅರವಿಂದ ಎನ್.ವಿ., ಜಿಲ್ಲಾ ಪಂಚಾಯತಿ ಮುಖ್ಯ ಕಾರ್ಯನಿರ್ವಾಹಕ ಅಧಿಕಾರಿ ಜಿ. ಪ್ರಭು, ಜಿಲ್ಲಾ ಪೊಲೀಸ್ ವರಿಷ್ಠಾಧಿಕಾರಿ ಅಶೋಕ್ ಕೆ.ವಿ., ಮಹಾನಗರಪಾಲಿಕೆ ಆಯುಕ್ತ ಬಿ.ವಿ. ಅಶ್ವಿಜ, ತುಮಕೂರು ಲೋಕಾಯುಕ್ತ ಪೊಲೀಸ್ ಅಧೀಕ್ಷಕ ಲಕ್ಷ್ಮೀನಾರಾಯಣ, ಅಪರ ಜಿಲ್ಲಾಧಿಕಾರಿ ಡಾ. ಎನ್. ತಿಪ್ಪೇಸ್ವಾಮಿ ಉಪಸ್ಥಿತರಿದ್ದರು. — [1211, 1801, 1468, 2152]
masthead-name-part2: ಮಿತ್ರ — [166, 87, 213, 121]
article-kalyanotsava-caption: ತುಮಕೂರು ನಗರದ ಅಮಾನಿಕೆರೆ ಗಾಜಿನ ಮನೆಯಲ್ಲಿ ತುಮಕೂರು ಆರ್ಯವೈಶ್ಯ ಶ್ರೀರಾಮ ಸೇವಾ ಸಮಿತಿ ವತಿಯಿಂದ ಆಯೋಜಿಸಿದ್ದ ಭದ್ರಾಚಲಂ ಶ್ರೀ ಸೀತಾರಾಮಚಂದ್ರಸ್ವಾಮಿ ಕಲ್ಯಾಣೋತ್ಸವ ನೆರವೇರಿಸಲಾಯಿತು. ಆರ್ಯವೈಶ್ಯ ಜನಾಂಗದ ಪೀಠಾಧ್ಯಕ್ಷರಾದ ಶ್ರೀ ಸಚ್ಚಿದಾನಂದ ಸರಸ್ವತಿ ಸ್ವಾಮೀಜಿ ಆಶೀರ್ವಚನ ನೀಡಿದರು. ವೈಶ್ಯ ಕೋ ಆಪರೇಟಿವ್ ಬ್ಯಾಂಕ್ ಅಧ್ಯಕ್ಷ ಗೋವಿಂದರಾಜು, ಉಪಾಧ್ಯಕ್ಷ ರಾಮಮೂರ್ತಿ, ಸಮಿತಿ ಗೌರವಾಧ್ಯಕ್ಷ ಸೋಮಶೇಖರಯ್ಯ, ಅಧ್ಯಕ್ಷ ಬಿ.ಅಮರನಾಥ್, ಉಪಾಧ್ಯಕ್ಷ ಮೋಹನ್ ಕುಮಾರ್, ರಘುಪ್ರಸಾದ್, ಹರಿಕುಮಾರ್, ಸಿ.ಪಿ.ನಾಗರಾಜ್, ಗೋಪಾಲಕೃಷ್ಣ, ವೆಂಕಟೇಶ್, ಲೋಕೇಶ್ ಸೇರಿದಂತೆ ಜನಾಂಗದ ಮುಖಂಡರುಗಳು ಉಪಸ್ಥಿತರಿದ್ದರು. — [48, 1103, 572, 1218]
article-rajyotsava-col3: ತಂಡ ವಿಜಯಶಾಲಿಗಳಾದರೆ ಎರಡನೇ ಸ್ಥಾನವನ್ನು ಐಕ್ಯ ತಂಡ ಪಡೆದುಕೊಂಡಿತು. ಈ ತಂಡಗಳಿಗೆ ಕಾಲೇಜಿನ ಪ್ರಾಂಶುಪಾಲರಾದ ಡಾ. ಎಂ.ಎಸ್ ರವಿಪ್ರಕಾಶ್ ರವರು ಪ್ರಶಸ್ತಿಯನ್ನು ಪ್ರಧಾನ ಮಾಡಿದರು. ಇನ್ನು ಮುಖ್ಯ ಅತಿಥಿಯಾಗಿ ಆಗಮಿಸಿದ್ದ ಖ್ಯಾತ ಗಾಯಕಿ ಮಾನಸ ಹೊಳ್ಳರವರಿಗೆ ಕಾಲೇಜಿನ ಪರವಾಗಿ ಸನ್ಮಾನಿಸಲಾಯಿತು. ಈ ಸಂದರ್ಭದಲ್ಲಿ ಅಕಾಡೆಮಿಕ್ ಡೀನ್ ಡಾ. ರೇಣುಕಲತಾ, ಕಾರ್ಯಕ್ರಮ ಸಂಚಾಲಕರಾದ ಡಾ.ಪ್ರವೀಣ್ ಹಾಗೂ ಎಲ್ಲಾ ವಿಭಾಗದ ಮುಖ್ಯಸ್ಥರು ಹಾಗೂ ವಿದ್ಯಾರ್ಥಿಗಳು ಹಾಜರಿದ್ದರು. — [1185, 543, 1468, 697]
article-lokayukta-col4: ಎಂದು ತಿಳಿಸಿದರು. ಡ್ರೆಸ್ ಕೋಡ್ ಪಾಲಿಸದ ಅಧಿಕಾರಿಗಳ ಮೇಲೆ ಉಪ ಲೋಕಾಯುಕ್ತರ ಗರಂ : ಲೋಕಾಯುಕ್ತ ಪ್ರಕರಣಗಳನ್ನು ವಿಲೇವಾರಿ ಮಾಡುತ್ತಿರುವ ಸಂದರ್ಭದಲ್ಲಿ ಡ್ರೆಸ್ ಕೋಡ್ ಪಾಲಿಸದ ಅಧಿಕಾರಿಗಳನ್ನು ಕಂಡ ಅವರು ಕರ್ತವ್ಯದಲ್ಲಿದ್ದಾಗ ಸರ್ಕಾರಿ ಅಧಿಕಾರಿ/ಸಿಬ್ಬಂದಿ ಸರಿಯಾದ ಡ್ರೆಸ್ ಕೋಡ್ ಅನುಸರಿಸುವುದು ಜ್ಞಾಯ. ಡ್ರೆಸ್ ಕೋಡ್ ಅಧಿಕಾರಿಗಳ ಹುದ್ದೆ ಶಿಸ್ತು ಮತ್ತು ಗೌರವದ ಪ್ರತೀಕವು ಅಂತವಾಗಿದ್ದು ಯಾವುದೇ ರೀತಿ ಅಸಡ್ಡೆ ತೋರದೆ ಕಟ್ಟುನಿಟ್ಟಾಗಿ ಪಾಲಿಸಬೇಕೆಂದು ಉಪಲೋಕಾಯುಕ್ತ ಬಿ. ವೀರಪ್ಪ ಅವರು ಸೂಚಿಸಿದರು. ವಿಚಾರಣೆ ಸಂದರ್ಭದಲ್ಲಿ ಕೆಲವು ಪ್ರಕರಣಗಳು ಸ್ಥಳದಲ್ಲೇ ಮುಕ್ತಾಯಗೊಂಡರೆ ಮತ್ತೆ ಕೆಲವು ಪ್ರಕರಣಗಳ ಸ್ಥಳದಲ್ಲೇ ಪ್ರಕರಣದ ವಿವರ ಹಾಗೂ ಲೋಕಾಯುಕ್ತರ ಮುಂದೆ ಅರ್ಜಿದಾರರು ಹಾಜರಾಗಿ ಉಪಸ್ಥಿತಿಯಿಂದ ಅವರು, ಅಧಿಕಾರಿಗಳು ಸ್ಥಳೀಯ ಮಟ್ಟದಲ್ಲೇ ಅರ್ಜಿದಾರರ ಸಮಸ್ಯೆಗಳನ್ನು ತ್ವರಿತವಾಗಿ ಬಗೆಹರಿಸಬೇಕೆಂದು ಸೂಚಿಸಿದರು. ಜನರ ಕೆಲಸವನ್ನು ಅಧಿಕಾರಿಗಳು ವಿಳಂಬ ಮಾಡಬಾರದು. ಪ್ರತಿಯೊಂದು ಕೆಲಸವನ್ನು ನಿಗದಿತ ಅವಧಿಯೊಳಗೆ ಪೂರ್ಣಗೊಳಿಸಬೇಕು ಎಂದು ತಿಳಿಸಿದ ಅವರು, ಇಂತಹ ಪ್ರಕರಣಗಳನ್ನು ಗಮನಿಸಲಾಗಿದೆ, ಮುಂದಿನ ದಿನಗಳಲ್ಲಿ ಇಂತಹ ದೂರುಗಳನ್ನು ದಾಖಲಿಸುವವರ ವಿರುದ್ಧ ಕಾನೂನು — [947, 1801, 1202, 2191]
photo-rajyotsava-award — [895, 212, 1468, 535]
headline-election: ಬೋರೇಗೌಡರ ಹಾಗೂ ಮೂಡಲಗಿರಿಗೌಡ ತಂಡಕ್ಕೆ ಜಯಭೇರಿ — [48, 138, 482, 164]
masthead-name-part1: ತುಮಕೂರು — [47, 87, 160, 121]
